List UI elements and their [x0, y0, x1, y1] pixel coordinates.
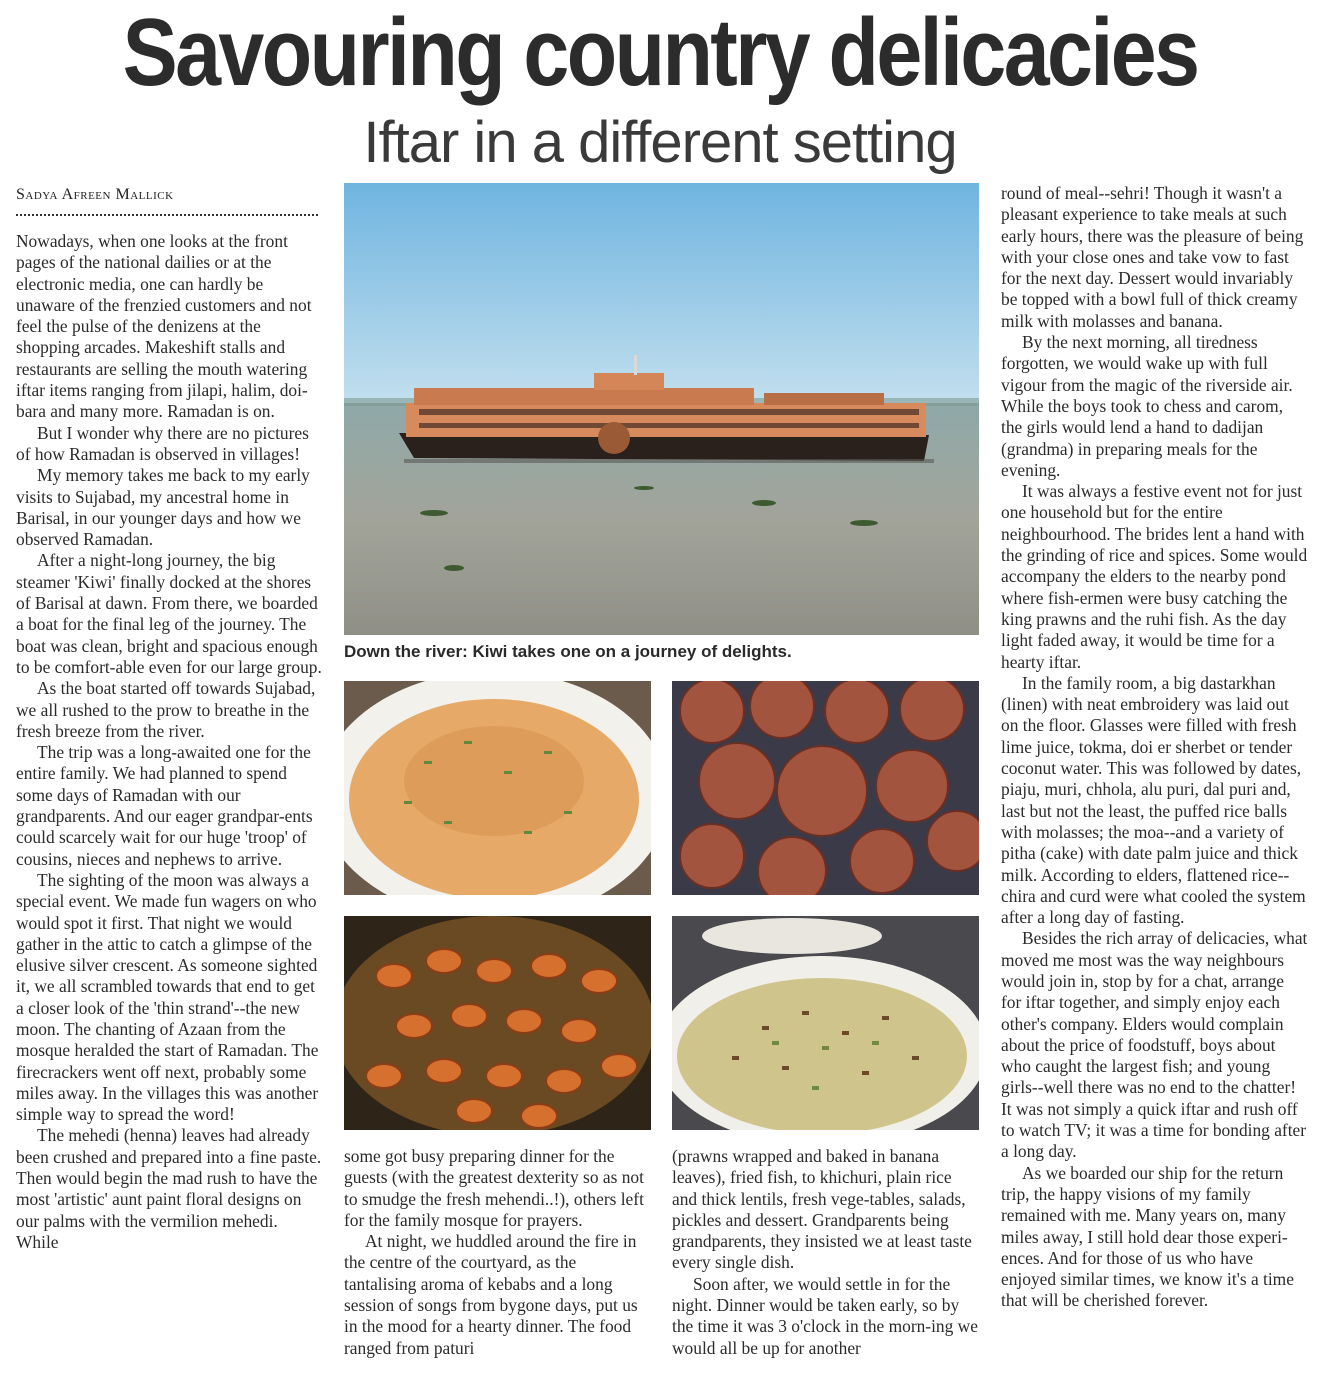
paragraph: By the next morning, all tiredness forgotten, we would wake up with full vigour from the magic of the riverside air. While the boys took to chess and carom, the girls would lend a hand to dadijan (grandma) in preparing meals for the evening. [1001, 332, 1293, 480]
column-1 [16, 231, 324, 1389]
column-4 [1001, 183, 1308, 1389]
paragraph: The trip was a long-awaited one for the entire family. We had planned to spend some days of Ramadan with our grandparents. And our eager grandpar-ents could scarcely wait for our huge 'troop' of cousins, nieces and nephews to arrive. [16, 742, 313, 869]
dessert-bowl-photo [344, 681, 651, 895]
photo-caption: Down the river: Kiwi takes one on a journey of delights. [344, 642, 792, 661]
paragraph: The sighting of the moon was always a special event. We made fun wagers on who would spot it first. That night we would gather in the attic to catch a glimpse of the elusive silver crescent. As someone sighted it, we all scrambled towards that end to get a closer look of the 'thin strand'--the new moon. The chanting of Azaan from the mosque heralded the start of Ramadan. The firecrackers went off next, probably some miles away. In the villages this was another simple way to spread the word! [16, 869, 319, 1125]
paragraph: round of meal--sehri! Though it wasn't a pleasant experience to take meals at such early hours, there was the pleasure of being with your close ones and take vow to fast for the next day. Dessert would invariably be topped with a bowl full of thick creamy milk with molasses and banana. [1001, 183, 1304, 331]
subheadline: Iftar in a different setting [363, 110, 957, 175]
paragraph: Nowadays, when one looks at the front pages of the national dailies or at the electronic media, one can hardly be unaware of the frenzied customers and not feel the pulse of the denizens at the shopping arcades. Makeshift stalls and restaurants are selling the mouth watering iftar items ranging from jilapi, halim, doi-bara and many more. Ramadan is on. [16, 231, 312, 422]
paragraph: The mehedi (henna) leaves had already been crushed and prepared into a fine paste. Then would begin the mad rush to have the most 'artistic' aunt paint floral designs on our palms with the vermilion mehedi. While [16, 1125, 322, 1252]
paragraph: As we boarded our ship for the return trip, the happy visions of my family remained with me. Many years on, many miles away, I still hold dear those experi-ences. And for those of us who have enjoyed similar times, we know it's a time that will be cherished forever. [1001, 1162, 1294, 1311]
headline: Savouring country delicacies [122, 0, 1198, 106]
column-2 [344, 1146, 650, 1389]
paragraph: It was always a festive event not for just one household but for the entire neighbourhood. The brides lent a hand with the grinding of rice and spices. Some would accompany the elders to the nearby pond where fish-ermen were busy catching the king prawns and the ruhi fish. As the day light faded away, it would be time for a hearty iftar. [1001, 481, 1308, 672]
column-3 [672, 1146, 980, 1389]
paragraph: In the family room, a big dastarkhan (linen) with neat embroidery was laid out on the floor. Glasses were filled with fresh lime juice, tokma, doi er sherbet or tender coconut water. This was followed by dates, piaju, muri, chhola, alu puri, dal puri and, last but not the least, the puffed rice balls with molasses; the moa--and a variety of pitha (cake) with date palm juice and thick milk. According to elders, flattened rice-- chira and curd were what cooled the system after a long day of fasting. [1001, 672, 1306, 928]
frying-snacks-photo [344, 916, 651, 1130]
byline: Sadya Afreen Mallick [16, 186, 174, 203]
paragraph: some got busy preparing dinner for the guests (with the greatest dexterity so as not to smudge the fresh mehendi..!), others left for the family mosque for prayers. [344, 1146, 644, 1230]
paragraph: My memory takes me back to my early visits to Sujabad, my ancestral home in Barisal, in our younger days and how we observed Ramadan. [16, 465, 310, 550]
paragraph: After a night-long journey, the big steamer 'Kiwi' finally docked at the shores of Barisal at dawn. From there, we boarded a boat for the final leg of the journey. The boat was clean, bright and spacious enough to be comfort-able even for our large group. [16, 550, 322, 677]
steamer-photo [344, 183, 979, 635]
paragraph: Soon after, we would settle in for the night. Dinner would be taken early, so by the time it was 3 o'clock in the morn-ing we would all be up for another [672, 1273, 978, 1358]
paragraph: (prawns wrapped and baked in banana leaves), fried fish, to khichuri, plain rice and thick lentils, fresh vege-tables, salads, pickles and dessert. Grandparents being grandparents, they insisted we at least taste every single dish. [672, 1146, 972, 1273]
paragraph: As the boat started off towards Sujabad, we all rushed to the prow to breathe in the fresh breeze from the river. [16, 678, 316, 741]
byline-divider [16, 214, 318, 216]
paragraph: Besides the rich array of delicacies, what moved me most was the way neighbours would join in, stop by for a chat, arrange for iftar together, and simply enjoy each other's company. Elders would complain about the price of foodstuff, boys about who caught the largest fish; and young girls--well there was no end to the chatter! It was not simply a quick iftar and rush off to watch TV; it was a time for bonding after a long day. [1001, 928, 1308, 1162]
pudding-photo [672, 916, 979, 1130]
paragraph: At night, we huddled around the fire in the centre of the courtyard, as the tantalising aroma of kebabs and a long session of songs from bygone days, put us in the mood for a hearty dinner. The food ranged from paturi [344, 1231, 638, 1358]
paragraph: But I wonder why there are no pictures of how Ramadan is observed in villages! [16, 422, 309, 464]
fried-balls-photo [672, 681, 979, 895]
